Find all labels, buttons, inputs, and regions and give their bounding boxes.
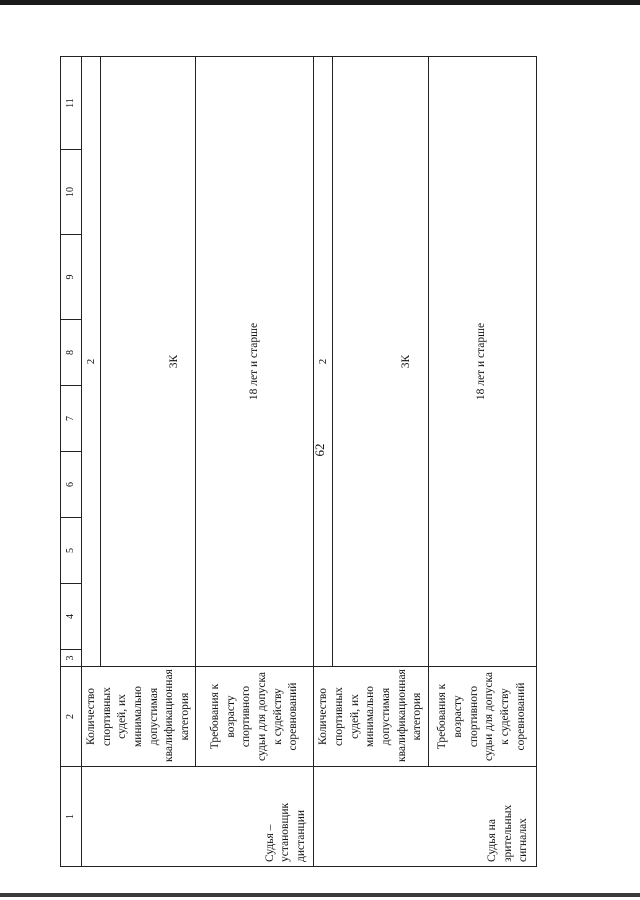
category-value: 3К: [400, 354, 413, 369]
table-row: [82, 57, 196, 867]
category-value: 3К: [168, 354, 180, 369]
column-number: 7: [61, 386, 82, 452]
count-cell: [314, 57, 428, 667]
section-name: Судья – установщик дистанции: [82, 767, 314, 867]
column-number: 5: [61, 518, 82, 584]
requirement-label: Требования к возрасту спортивного судьи для допуска к судейству соревнований: [196, 667, 314, 767]
column-number: 3: [61, 650, 82, 667]
column-number: 2: [61, 667, 82, 767]
count-value: 2: [314, 57, 333, 666]
count-label: Количество спортивных судей, их минимально допустимая квалификационная категория: [314, 667, 428, 767]
requirement-value: 18 лет и старше: [196, 57, 314, 667]
column-number: 9: [61, 235, 82, 320]
table-row: [314, 57, 428, 867]
referee-requirements-table: [60, 56, 537, 867]
column-number: 8: [61, 320, 82, 386]
rotated-table-page: [60, 57, 530, 867]
column-number: 4: [61, 584, 82, 650]
requirement-value: 18 лет и старше: [428, 57, 536, 667]
count-label: Количество спортивных судей, их минимально допустимая квалификационная категория: [82, 667, 196, 767]
table-row: [428, 57, 536, 867]
count-value: 2: [82, 57, 101, 666]
page-number: 62: [312, 443, 327, 457]
requirement-label: Требования к возрасту спортивного судьи для допуска к судейству соревнований: [428, 667, 536, 767]
column-number: 10: [61, 150, 82, 235]
column-number-row: [61, 57, 82, 867]
section-name: Судья на зрительных сигналах: [314, 767, 536, 867]
table-row: [196, 57, 314, 867]
count-cell: [82, 57, 196, 667]
column-number: 1: [61, 767, 82, 867]
column-number: 6: [61, 452, 82, 518]
scan-edge-bottom: [0, 893, 640, 897]
column-number: 11: [61, 57, 82, 150]
scan-edge-top: [0, 0, 640, 5]
